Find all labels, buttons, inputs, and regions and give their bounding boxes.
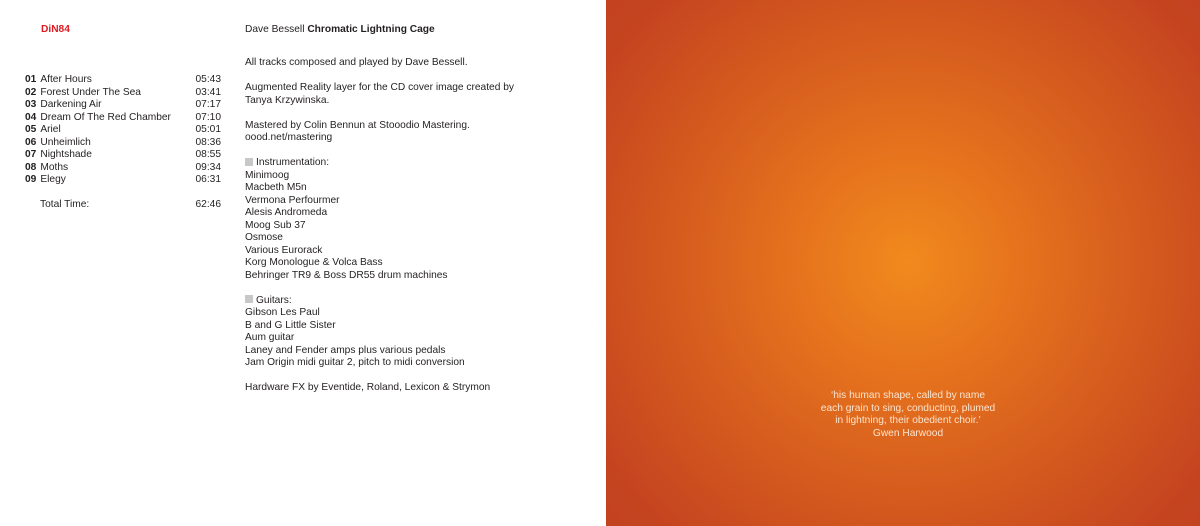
track-row	[25, 124, 221, 137]
track-title: Nightshade	[40, 149, 92, 160]
quote-line: each grain to sing, conducting, plumed	[820, 402, 996, 414]
track-duration: 06:31	[195, 174, 221, 185]
track-row	[25, 149, 221, 162]
track-title: After Hours	[40, 74, 92, 85]
guitars-heading-line	[245, 295, 575, 308]
total-time-label: Total Time:	[40, 199, 90, 210]
instrument-item: Minimoog	[245, 169, 290, 181]
square-bullet-icon	[245, 295, 253, 303]
mastered-line-1: Mastered by Colin Bennun at Stooodio Mastering.	[245, 119, 470, 131]
hardware-credit	[245, 382, 575, 395]
ar-line-2: Tanya Krzywinska.	[245, 94, 330, 106]
mastered-line-2: oood.net/mastering	[245, 132, 333, 143]
quote-line: in lightning, their obedient choir.’	[835, 415, 981, 426]
mastering-credit	[245, 120, 575, 145]
track-row	[25, 87, 221, 100]
instrument-item: Behringer TR9 & Boss DR55 drum machines	[245, 269, 448, 281]
track-number: 03	[25, 99, 37, 110]
track-duration: 05:43	[195, 74, 221, 85]
instrument-item: Alesis Andromeda	[245, 207, 328, 218]
track-number: 05	[25, 124, 37, 135]
ar-line-1: Augmented Reality layer for the CD cover image created by	[245, 82, 514, 93]
instrument-item: Korg Monologue & Volca Bass	[245, 257, 383, 268]
album-header	[245, 24, 435, 37]
artist-name: Dave Bessell	[245, 24, 305, 35]
track-title: Moths	[40, 161, 69, 173]
track-duration: 08:36	[195, 136, 221, 148]
track-number: 07	[25, 149, 37, 160]
instrumentation-heading-line	[245, 157, 575, 170]
track-number: 08	[25, 161, 37, 173]
guitar-item: B and G Little Sister	[245, 319, 336, 331]
track-title: Forest Under The Sea	[40, 86, 141, 98]
instrument-item: Various Eurorack	[245, 244, 323, 256]
cover-panel	[606, 0, 1200, 526]
track-number: 09	[25, 174, 37, 185]
quote-line: ‘his human shape, called by name	[830, 390, 986, 401]
track-row	[25, 74, 221, 87]
guitar-item: Jam Origin midi guitar 2, pitch to midi conversion	[245, 357, 465, 368]
quote-author: Gwen Harwood	[872, 427, 944, 439]
track-duration: 08:55	[195, 149, 221, 160]
track-duration: 05:01	[195, 124, 221, 135]
guitar-item: Gibson Les Paul	[245, 307, 320, 318]
track-row	[25, 137, 221, 150]
track-title: Ariel	[40, 124, 61, 135]
track-title: Unheimlich	[40, 136, 91, 148]
composed-credit	[245, 57, 575, 70]
track-number: 06	[25, 136, 37, 148]
guitars-heading: Guitars:	[256, 294, 292, 306]
track-duration: 07:10	[195, 111, 221, 123]
track-title: Dream Of The Red Chamber	[40, 111, 171, 123]
composed-line: All tracks composed and played by Dave Bessell.	[245, 57, 468, 68]
instrument-item: Vermona Perfourmer	[245, 194, 340, 206]
hardware-line: Hardware FX by Eventide, Roland, Lexicon & Strymon	[245, 382, 491, 393]
instrument-item: Moog Sub 37	[245, 219, 306, 231]
track-number: 04	[25, 111, 37, 123]
ar-credit	[245, 82, 575, 107]
guitars-section	[245, 295, 575, 370]
track-title: Darkening Air	[40, 99, 102, 110]
track-duration: 03:41	[195, 86, 221, 98]
track-duration: 09:34	[195, 161, 221, 173]
track-title: Elegy	[40, 174, 66, 185]
total-time-row	[25, 199, 221, 212]
quote-block	[806, 390, 1010, 440]
guitar-item: Aum guitar	[245, 332, 295, 343]
track-number: 01	[25, 74, 37, 85]
track-duration: 07:17	[195, 99, 221, 110]
instrument-item: Macbeth M5n	[245, 182, 307, 193]
track-row	[25, 99, 221, 112]
track-row	[25, 162, 221, 175]
guitar-item: Laney and Fender amps plus various pedals	[245, 344, 446, 356]
tracklist	[25, 74, 221, 212]
total-time-value: 62:46	[195, 199, 221, 210]
square-bullet-icon	[245, 158, 253, 166]
catalog-number: DiN84	[41, 24, 70, 35]
track-row	[25, 112, 221, 125]
instrumentation-heading: Instrumentation:	[256, 157, 330, 168]
instrument-item: Osmose	[245, 232, 283, 243]
album-title: Chromatic Lightning Cage	[307, 24, 435, 35]
instrumentation-section	[245, 157, 575, 282]
credits	[245, 57, 575, 407]
track-row	[25, 174, 221, 187]
track-number: 02	[25, 86, 37, 98]
